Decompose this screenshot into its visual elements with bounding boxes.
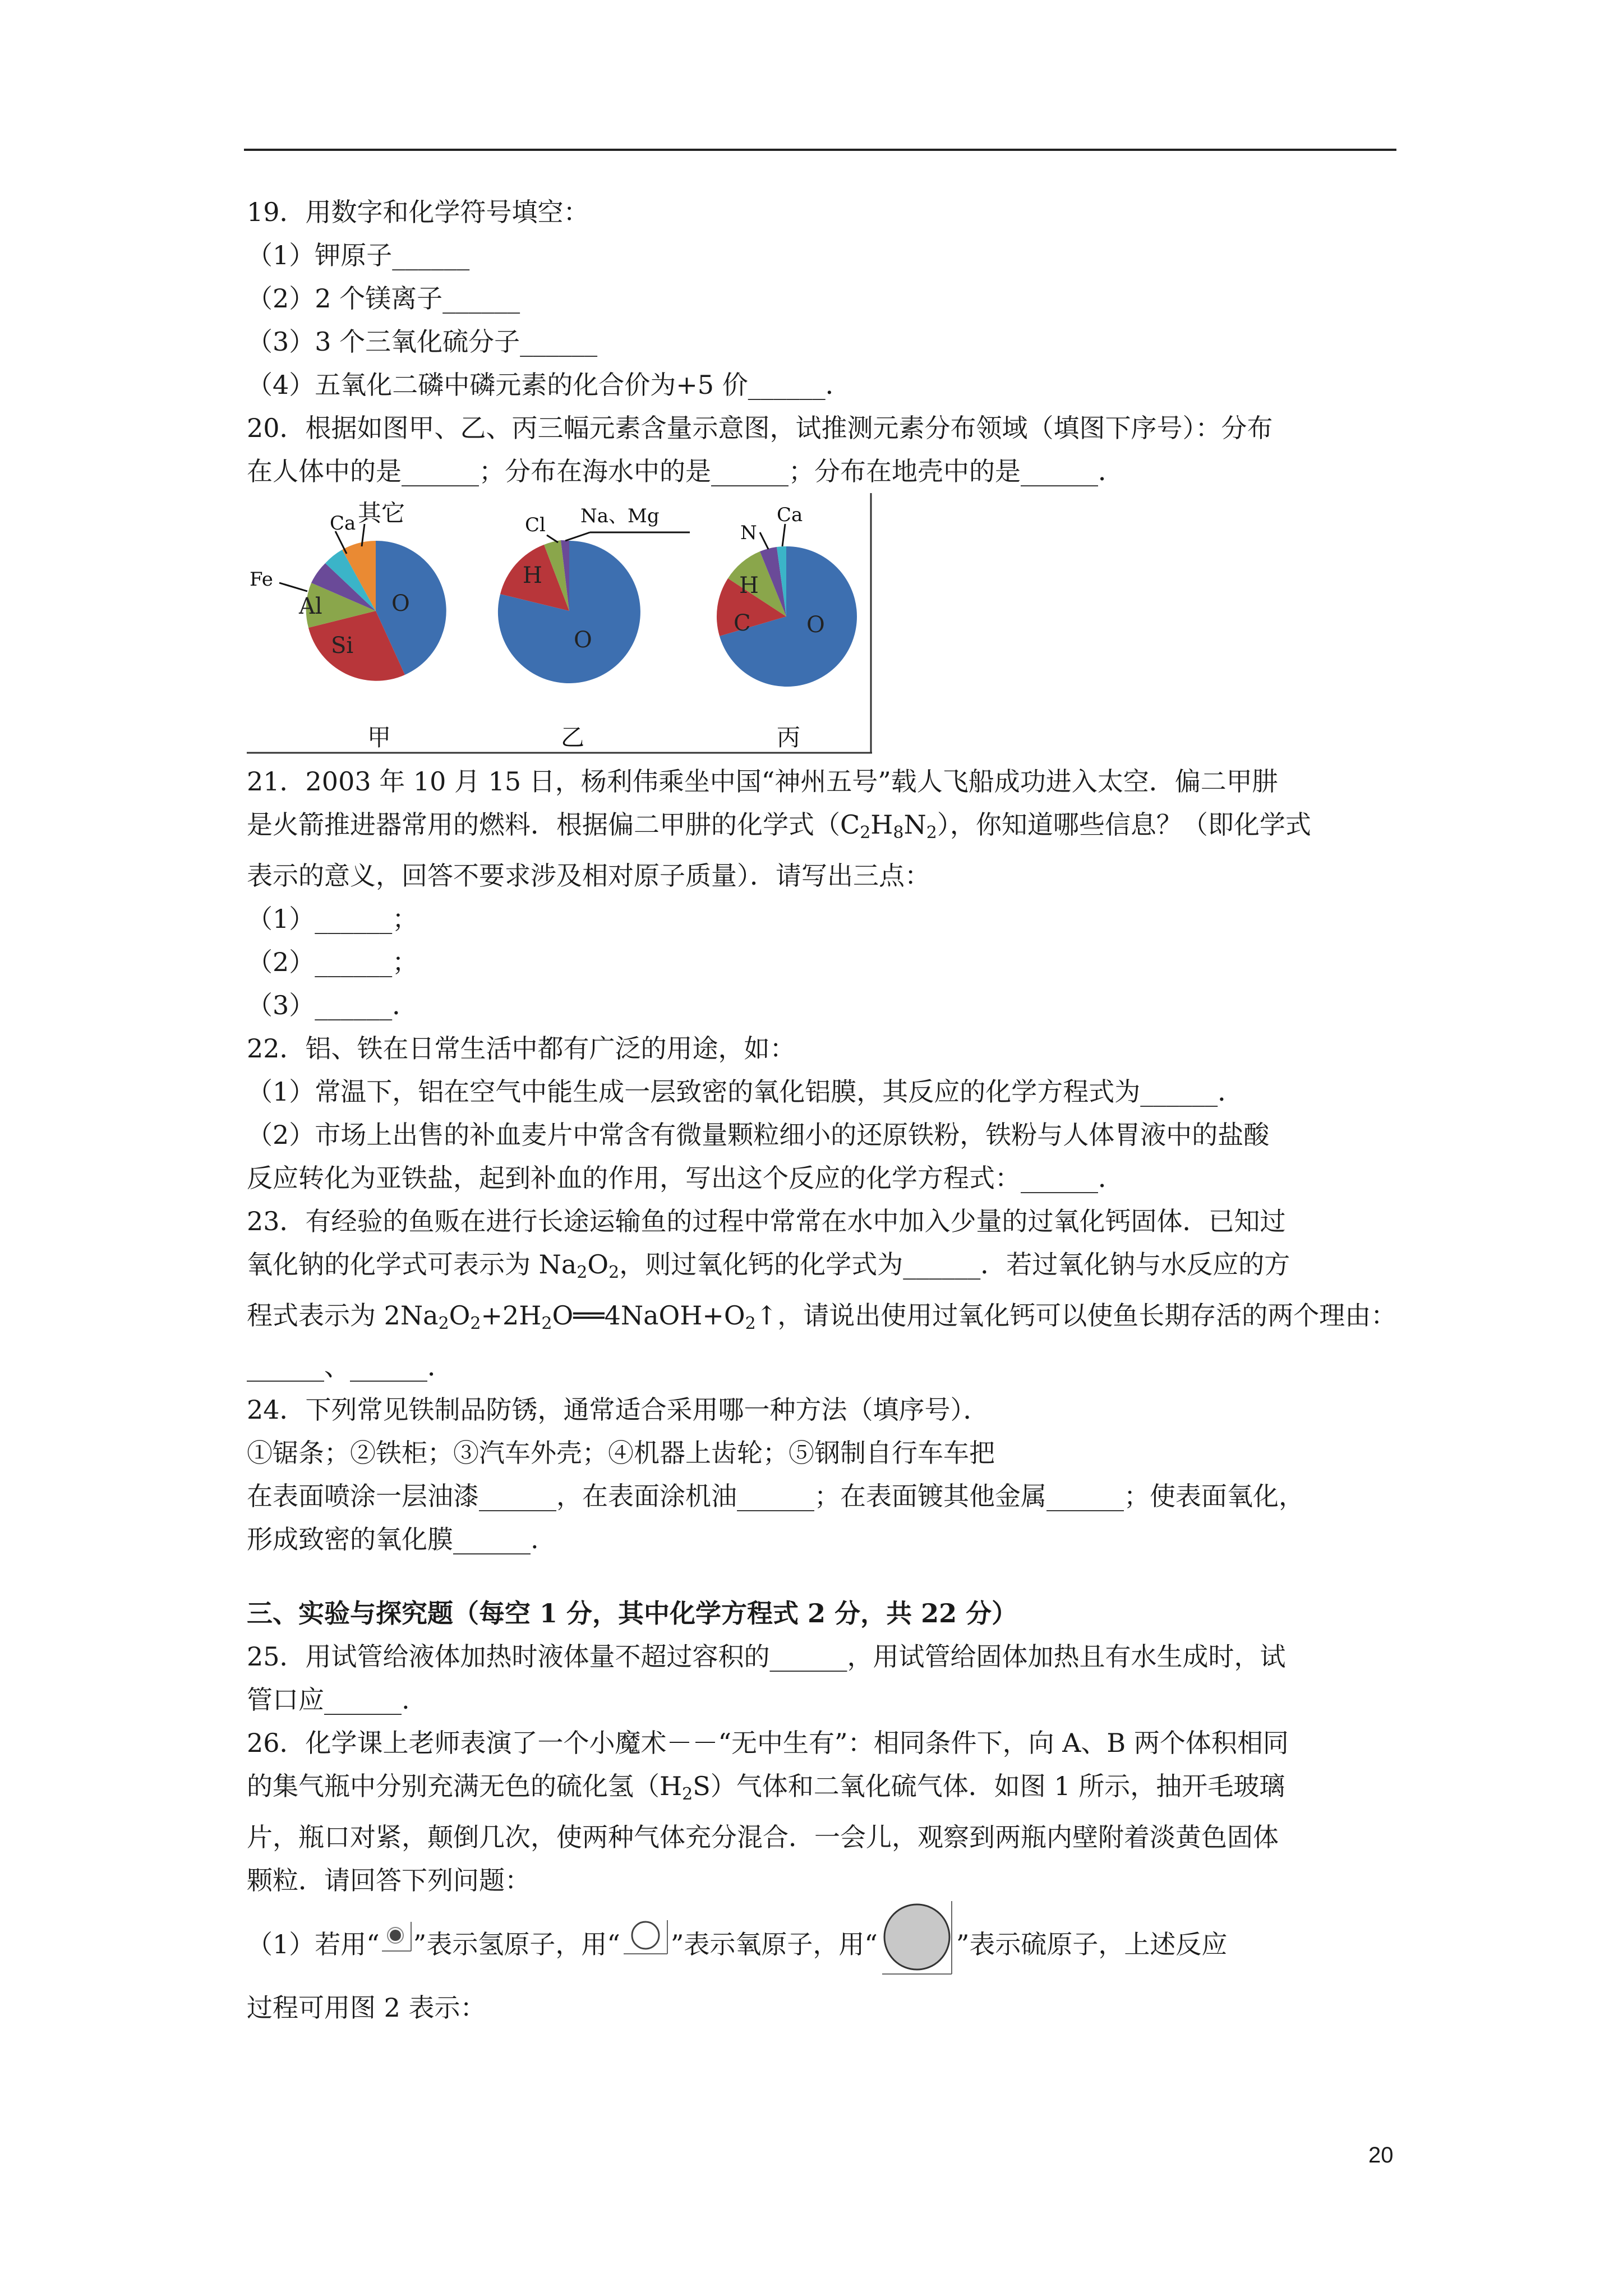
pie-bing-caption: 丙 bbox=[777, 724, 801, 751]
pie-jia-caption: 甲 bbox=[367, 724, 391, 751]
q24-line-4: 形成致密的氧化膜______. bbox=[247, 1524, 539, 1554]
pie-yi-caption: 乙 bbox=[561, 724, 585, 751]
pie-jia-label-al: Al bbox=[299, 593, 322, 619]
pie-jia-label-o: O bbox=[391, 591, 410, 616]
q26-line-2: 的集气瓶中分别充满无色的硫化氢$(H_2S)$气体和二氧化硫气体．如图 1 所示，抽开毛玻璃 bbox=[247, 1771, 1285, 1804]
q22-item-1: （1）常温下，铝在空气中能生成一层致密的氧化铝膜，其反应的化学方程式为______． bbox=[247, 1076, 1244, 1107]
q19-item-2: （2）2 个镁离子______ bbox=[247, 283, 520, 314]
q23-line-3: 程式表示为 $2Na_2O_2+2H_2O══4NaOH+O_2↑$，请说出使用过氧化钙可以使鱼长期存活的两个理由： bbox=[247, 1300, 1397, 1333]
q26-line-3: 片，瓶口对紧，颠倒几次，使两种气体充分混合．一会儿，观察到两瓶内壁附着淡黄色固体 bbox=[247, 1822, 1279, 1852]
pie-yi bbox=[498, 505, 690, 751]
q21-item-3: （3）______． bbox=[247, 990, 418, 1020]
page-content bbox=[247, 191, 1402, 2030]
q25-line-1: 25．用试管给液体加热时液体量不超过容积的______，用试管给固体加热且有水生成时，试 bbox=[247, 1641, 1286, 1672]
pie-yi-label-na-mg: Na、Mg bbox=[580, 505, 660, 527]
pie-bing-label-h: H bbox=[739, 573, 759, 599]
q25-line-2: 管口应______. bbox=[247, 1685, 410, 1715]
q19-item-3: （3）3 个三氧化硫分子______ bbox=[247, 326, 598, 357]
q23-line-2: 氧化钠的化学式可表示为 $Na_2O_2$，则过氧化钙的化学式为______．若过氧化钠与水反应的方 bbox=[247, 1249, 1290, 1282]
q26-line-1: 26．化学课上老师表演了一个小魔术－－“无中生有”：相同条件下，向 A、B 两个体积相同 bbox=[247, 1728, 1289, 1758]
sulfur-atom-icon bbox=[878, 1899, 956, 1990]
pie-bing-label-o: O bbox=[806, 612, 825, 638]
pie-yi-label-h: H bbox=[523, 563, 542, 588]
q21-item-1: （1）______； bbox=[247, 904, 418, 934]
pie-yi-label-o: O bbox=[574, 627, 592, 653]
pie-bing-label-n: N bbox=[740, 522, 757, 544]
header-rule bbox=[244, 149, 1396, 151]
q26-symbol-line: （1）若用“ ”表示氢原子，用“ ”表示氧原子，用“ ”表示硫原子，上述反应 bbox=[247, 1902, 1402, 1986]
q24-title: 24．下列常见铁制品防锈，通常适合采用哪一种方法（填序号）． bbox=[247, 1395, 989, 1425]
oxygen-atom-icon bbox=[620, 1916, 671, 1973]
q19-title: 19．用数字和化学符号填空： bbox=[247, 197, 589, 227]
q22-item-2b: 反应转化为亚铁盐，起到补血的作用，写出这个反应的化学方程式：______． bbox=[247, 1163, 1124, 1193]
q26-line-6: 过程可用图 2 表示： bbox=[247, 1993, 486, 2023]
element-pie-figure bbox=[247, 493, 875, 757]
pie-yi-label-cl: Cl bbox=[525, 514, 546, 536]
pie-jia-label-other: 其它 bbox=[358, 499, 405, 527]
pie-bing-label-c: C bbox=[734, 610, 751, 636]
pie-jia-label-fe: Fe bbox=[250, 568, 273, 591]
pie-charts-svg bbox=[247, 493, 875, 757]
pie-bing bbox=[717, 504, 857, 751]
q24-line-3: 在表面喷涂一层油漆______，在表面涂机油______；在表面镀其他金属______；使表面氧化， bbox=[247, 1481, 1304, 1511]
q24-options: ①锯条；②铁柜；③汽车外壳；④机器上齿轮；⑤钢制自行车车把 bbox=[247, 1438, 995, 1468]
pie-jia bbox=[250, 499, 446, 751]
q21-item-2: （2）______； bbox=[247, 947, 418, 977]
pie-jia-label-si: Si bbox=[331, 633, 354, 659]
q22-title: 22．铝、铁在日常生活中都有广泛的用途，如： bbox=[247, 1033, 796, 1064]
pie-bing-label-ca: Ca bbox=[777, 504, 803, 526]
q22-item-2a: （2）市场上出售的补血麦片中常含有微量颗粒细小的还原铁粉，铁粉与人体胃液中的盐酸 bbox=[247, 1120, 1270, 1150]
q21-line-1: 21．2003 年 10 月 15 日，杨利伟乘坐中国“神州五号”载人飞船成功进入太空．偏二甲肼 bbox=[247, 766, 1278, 797]
q23-line-4: ______、______． bbox=[247, 1351, 453, 1382]
q23-line-1: 23．有经验的鱼贩在进行长途运输鱼的过程中常常在水中加入少量的过氧化钙固体．已知过 bbox=[247, 1206, 1286, 1236]
section-3-title: 三、实验与探究题（每空 1 分，其中化学方程式 2 分，共 22 分） bbox=[247, 1598, 1018, 1628]
q19-item-4: （4）五氧化二磷中磷元素的化合价为+5 价______． bbox=[247, 370, 851, 400]
page-number: 20 bbox=[1368, 2143, 1394, 2168]
q20-line-1: 20．根据如图甲、乙、丙三幅元素含量示意图，试推测元素分布领域（填图下序号）：分布 bbox=[247, 413, 1273, 443]
q21-line-2: 是火箭推进器常用的燃料．根据偏二甲肼的化学式$(C_2H_8N_2)$，你知道哪些信息？（即化学式 bbox=[247, 809, 1311, 843]
q26-line-4: 颗粒．请回答下列问题： bbox=[247, 1865, 531, 1895]
pie-jia-label-ca: Ca bbox=[330, 512, 356, 535]
hydrogen-atom-icon bbox=[380, 1918, 413, 1971]
q19-item-1: （1）钾原子______ bbox=[247, 240, 470, 270]
q21-line-3: 表示的意义，回答不要求涉及相对原子质量）．请写出三点： bbox=[247, 861, 930, 891]
q20-line-2: 在人体中的是______；分布在海水中的是______；分布在地壳中的是______． bbox=[247, 456, 1124, 486]
